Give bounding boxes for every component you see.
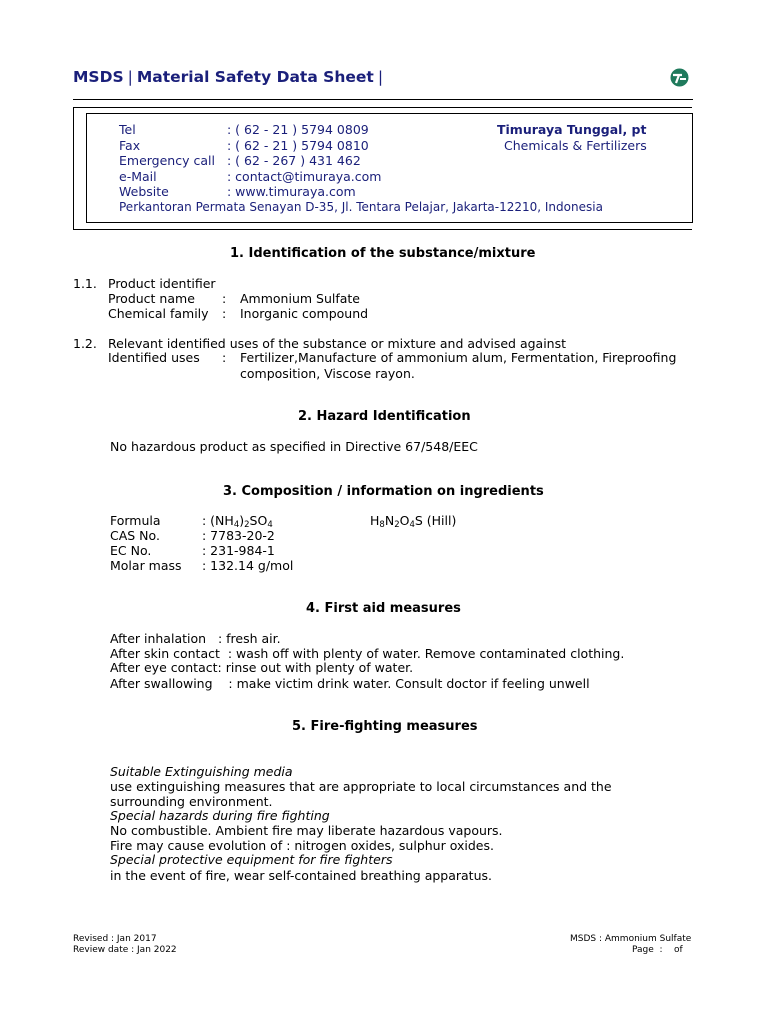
hill-part: S (Hill)	[414, 513, 457, 528]
company-subtitle: Chemicals & Fertilizers	[504, 138, 647, 153]
item-1-2-number: 1.2.	[73, 336, 97, 351]
first-aid-skin: After skin contact : wash off with plenty of water. Remove contaminated clothing.	[110, 646, 625, 661]
footer-page: Page : of	[632, 945, 683, 955]
tel-label: Tel	[119, 122, 136, 137]
product-name-colon: :	[222, 291, 227, 306]
email-label: e-Mail	[119, 169, 157, 184]
product-name-value: Ammonium Sulfate	[240, 291, 361, 306]
hazards-text-1: No combustible. Ambient fire may liberate hazardous vapours.	[110, 823, 503, 838]
hazards-text-2: Fire may cause evolution of : nitrogen oxides, sulphur oxides.	[110, 838, 494, 853]
page-title	[73, 68, 387, 86]
formula-part: )	[239, 513, 245, 528]
title-abbr: MSDS	[73, 68, 124, 86]
hill-sub: 2	[394, 520, 400, 530]
emergency-value: : ( 62 - 267 ) 431 462	[227, 153, 361, 168]
identified-uses-label: Identified uses	[108, 350, 200, 365]
fax-value: : ( 62 - 21 ) 5794 0810	[227, 138, 369, 153]
media-text-2: surrounding environment.	[110, 794, 273, 809]
identified-uses-line-2: composition, Viscose rayon.	[240, 366, 415, 381]
formula-sub: 4	[267, 520, 273, 530]
hill-formula	[370, 513, 456, 528]
tel-value: : ( 62 - 21 ) 5794 0809	[227, 122, 369, 137]
cas-label: CAS No.	[110, 528, 160, 543]
company-logo-icon	[670, 68, 689, 87]
identified-uses-colon: :	[222, 350, 227, 365]
product-identifier-label: Product identifier	[108, 276, 216, 291]
company-name: Timuraya Tunggal, pt	[497, 122, 647, 137]
title-separator: |	[127, 68, 133, 86]
molar-mass-value: : 132.14 g/mol	[202, 558, 294, 573]
media-heading: Suitable Extinguishing media	[110, 764, 293, 779]
molar-mass-label: Molar mass	[110, 558, 182, 573]
formula-value	[202, 513, 273, 528]
section-2-heading: 2. Hazard Identification	[298, 409, 471, 424]
ec-label: EC No.	[110, 543, 152, 558]
formula-part: SO	[249, 513, 268, 528]
hill-part: N	[384, 513, 395, 528]
hill-part: H	[370, 513, 380, 528]
formula-label: Formula	[110, 513, 161, 528]
cas-value: : 7783-20-2	[202, 528, 275, 543]
hill-sub: 4	[409, 520, 415, 530]
section-5-heading: 5. Fire-fighting measures	[292, 719, 478, 734]
chemical-family-value: Inorganic compound	[240, 306, 369, 321]
emergency-label: Emergency call	[119, 153, 215, 168]
chemical-family-colon: :	[222, 306, 227, 321]
item-1-1-number: 1.1.	[73, 276, 97, 291]
footer-document: MSDS : Ammonium Sulfate	[570, 934, 692, 944]
hazard-text: No hazardous product as specified in Directive 67/548/EEC	[110, 439, 478, 454]
chemical-family-label: Chemical family	[108, 306, 209, 321]
identified-uses-line-1: Fertilizer,Manufacture of ammonium alum, Fermentation, Fireproofing	[240, 350, 677, 365]
hill-part: O	[399, 513, 410, 528]
email-value[interactable]: : contact@timuraya.com	[227, 169, 382, 184]
equipment-text: in the event of fire, wear self-contained breathing apparatus.	[110, 868, 492, 883]
title-text: Material Safety Data Sheet	[136, 68, 374, 86]
ec-value: : 231-984-1	[202, 543, 275, 558]
media-text-1: use extinguishing measures that are appropriate to local circumstances and the	[110, 779, 612, 794]
first-aid-swallowing: After swallowing : make victim drink water. Consult doctor if feeling unwell	[110, 676, 590, 691]
equipment-heading: Special protective equipment for fire fighters	[110, 852, 393, 867]
website-value[interactable]: : www.timuraya.com	[227, 184, 356, 199]
hazards-heading: Special hazards during fire fighting	[110, 808, 330, 823]
first-aid-eye: After eye contact: rinse out with plenty of water.	[110, 660, 414, 675]
product-name-label: Product name	[108, 291, 195, 306]
uses-heading: Relevant identified uses of the substance or mixture and advised against	[108, 336, 567, 351]
title-separator-end: |	[377, 68, 384, 86]
website-label: Website	[119, 184, 169, 199]
footer-revised: Revised : Jan 2017	[73, 934, 157, 944]
hill-sub: 8	[379, 520, 385, 530]
formula-sub: 2	[244, 520, 250, 530]
address: Perkantoran Permata Senayan D-35, Jl. Tentara Pelajar, Jakarta-12210, Indonesia	[119, 200, 603, 214]
section-3-heading: 3. Composition / information on ingredients	[223, 484, 544, 499]
formula-sub: 4	[233, 520, 240, 530]
section-4-heading: 4. First aid measures	[306, 601, 461, 616]
first-aid-inhalation: After inhalation : fresh air.	[110, 631, 281, 646]
header-rule	[73, 99, 693, 100]
section-1-heading: 1. Identification of the substance/mixture	[230, 246, 536, 261]
formula-part: : (NH	[202, 513, 234, 528]
footer-review-date: Review date : Jan 2022	[73, 945, 177, 955]
fax-label: Fax	[119, 138, 141, 153]
